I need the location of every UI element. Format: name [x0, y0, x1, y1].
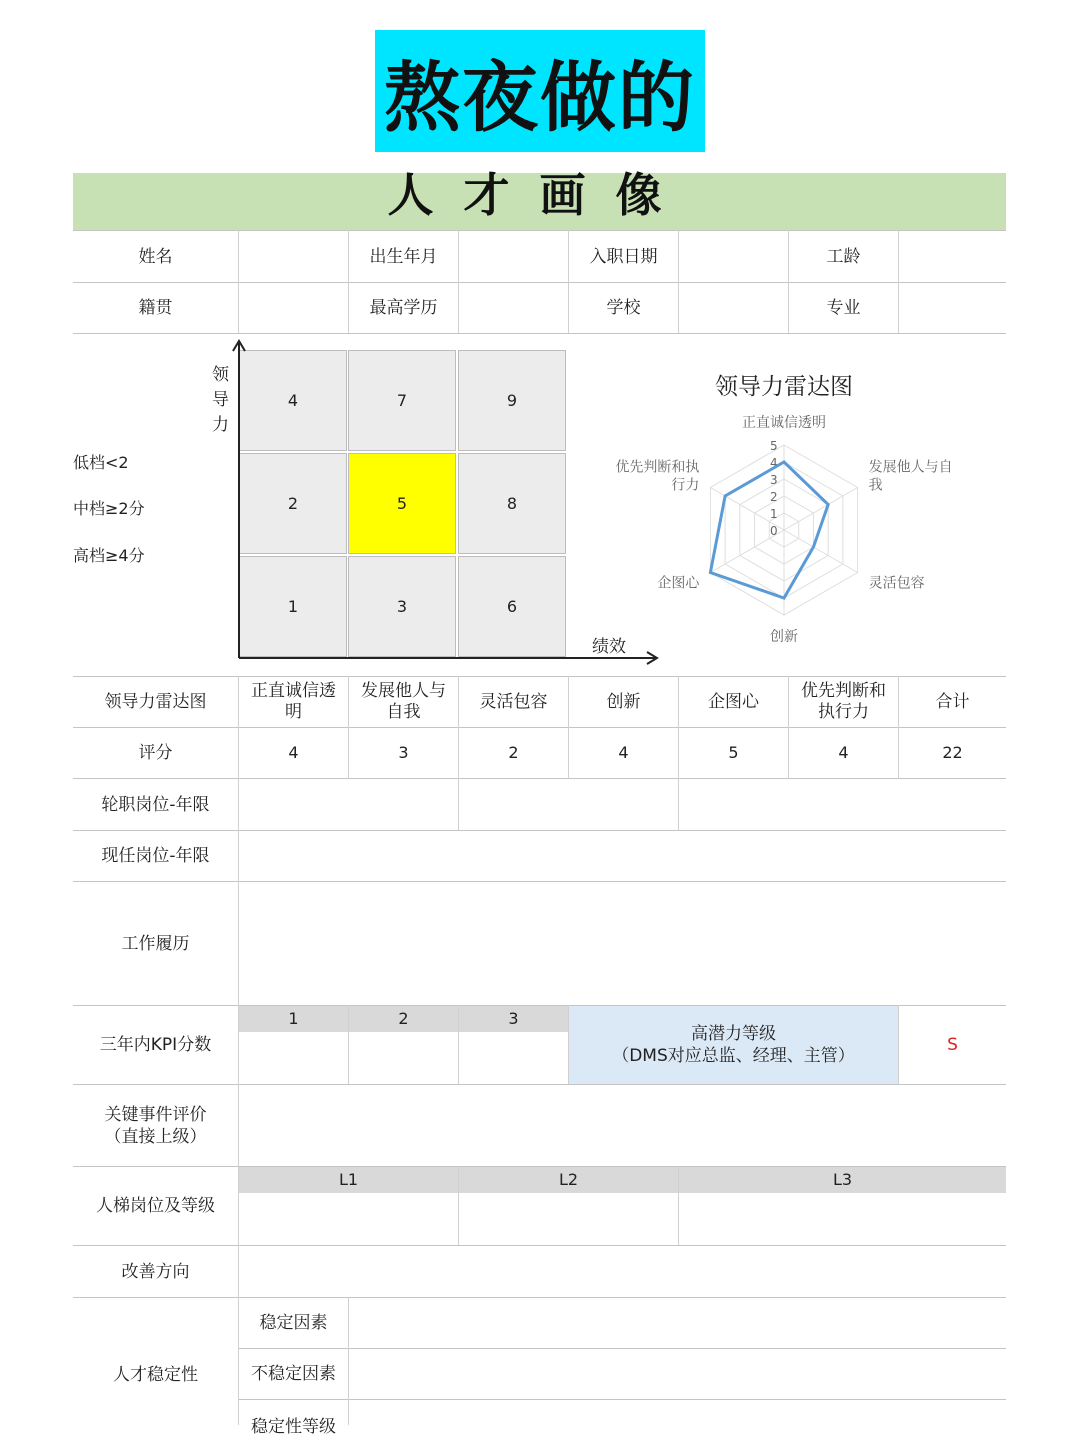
kpi-value-1[interactable] — [239, 1033, 348, 1084]
score-header-line: 自我 — [386, 702, 421, 722]
unstable-factor-label: 不稳定因素 — [251, 1364, 336, 1384]
grid-cell: 9 — [458, 350, 566, 451]
work-history-value[interactable] — [239, 882, 1006, 1005]
stability-label: 人才稳定性 — [113, 1365, 198, 1385]
radar-axis-label: 正直诚信透明 — [742, 415, 826, 431]
radar-tick-label: 2 — [770, 490, 778, 504]
rotation-label: 轮职岗位-年限 — [101, 794, 210, 815]
birth-label: 出生年月 — [369, 246, 438, 267]
radar-axis-label: 优先判断和执行力 — [615, 459, 700, 494]
education-label: 最高学历 — [369, 298, 438, 318]
radar-tick-label: 0 — [770, 524, 778, 538]
kpi-year-1: 1 — [239, 1006, 348, 1032]
score-header — [569, 677, 678, 727]
work-years-value[interactable] — [899, 231, 1006, 282]
radar-tick-label: 4 — [770, 456, 778, 470]
name-label: 姓名 — [138, 246, 173, 267]
current-position-label: 现任岗位-年限 — [101, 846, 210, 866]
potential-title: 高潜力等级 — [691, 1024, 776, 1044]
join-date-label: 入职日期 — [589, 246, 658, 267]
potential-grade-value: S — [947, 1035, 958, 1055]
improvement-label: 改善方向 — [121, 1261, 190, 1282]
score-header-line: 创新 — [606, 691, 641, 712]
radar-tick-label: 3 — [770, 473, 778, 487]
score-value: 4 — [838, 743, 849, 762]
education-value[interactable] — [459, 283, 568, 333]
grid-cell-highlighted: 5 — [348, 453, 456, 554]
legend-mid: 中档≥2分 — [73, 499, 145, 518]
radar-axis-label: 发展他人与自我 — [868, 459, 953, 494]
key-event-title: 关键事件评价 — [104, 1104, 207, 1125]
radar-title: 领导力雷达图 — [715, 374, 853, 400]
join-date-value[interactable] — [679, 231, 788, 282]
grid-cell: 4 — [239, 350, 347, 451]
score-header — [349, 677, 458, 727]
legend-high: 高档≥4分 — [73, 546, 145, 565]
radar-axis-label: 创新 — [770, 629, 798, 645]
grid-axes — [225, 335, 665, 670]
stability-level-clip — [239, 1400, 348, 1437]
kpi-year-2: 2 — [349, 1006, 458, 1032]
grid-cell: 6 — [458, 556, 566, 657]
ladder-level-3: L3 — [679, 1167, 1006, 1193]
rotation-value-1[interactable] — [239, 779, 458, 830]
score-header — [459, 677, 568, 727]
x-axis-label: 绩效 — [592, 637, 626, 657]
page-title: 人才画像 — [387, 168, 692, 222]
title-bar — [73, 168, 1006, 230]
score-label: 评分 — [138, 743, 173, 763]
work-years-label: 工龄 — [826, 246, 861, 267]
stability-level-label: 稳定性等级 — [251, 1417, 336, 1437]
score-value: 5 — [728, 743, 739, 762]
grid-cell: 2 — [239, 453, 347, 554]
school-value[interactable] — [679, 283, 788, 333]
score-value: 4 — [618, 743, 629, 762]
major-value[interactable] — [899, 283, 1006, 333]
improvement-value[interactable] — [239, 1246, 1006, 1297]
score-header-line: 发展他人与 — [361, 681, 446, 701]
ladder-label: 人梯岗位及等级 — [96, 1196, 215, 1216]
radar-axis-label: 灵活包容 — [868, 575, 925, 592]
ladder-value-1[interactable] — [239, 1194, 458, 1245]
score-header-line: 合计 — [935, 691, 970, 712]
grid-cell: 7 — [348, 350, 456, 451]
radar-tick-label: 5 — [770, 439, 778, 453]
score-header — [789, 677, 898, 727]
score-header — [899, 677, 1006, 727]
grid-cell: 8 — [458, 453, 566, 554]
score-header-line: 企图心 — [708, 691, 759, 712]
unstable-factor-value[interactable] — [349, 1349, 1006, 1399]
score-header-line: 正直诚信透 — [251, 681, 336, 701]
score-value: 3 — [398, 743, 409, 762]
key-event-value[interactable] — [239, 1085, 1006, 1166]
key-event-label — [73, 1085, 238, 1166]
y-axis-char-1: 领 — [212, 365, 229, 385]
kpi-value-3[interactable] — [459, 1033, 568, 1084]
radar-axis-label: 企图心 — [657, 575, 700, 592]
score-header-line: 明 — [285, 702, 302, 722]
kpi-year-3: 3 — [459, 1006, 568, 1032]
score-header — [679, 677, 788, 727]
stable-factor-value[interactable] — [349, 1298, 1006, 1348]
score-header-line: 灵活包容 — [479, 691, 548, 712]
y-axis-char-3: 力 — [212, 415, 229, 435]
potential-subtitle: （DMS对应总监、经理、主管） — [612, 1046, 855, 1066]
origin-value[interactable] — [239, 283, 348, 333]
ladder-value-3[interactable] — [679, 1194, 1006, 1245]
ladder-level-1: L1 — [239, 1167, 458, 1193]
score-header-line: 执行力 — [818, 702, 869, 722]
birth-value[interactable] — [459, 231, 568, 282]
ladder-level-2: L2 — [459, 1167, 678, 1193]
score-total: 22 — [942, 743, 963, 762]
rotation-value-3[interactable] — [679, 779, 1006, 830]
stable-factor-label: 稳定因素 — [259, 1313, 328, 1333]
ladder-value-2[interactable] — [459, 1194, 678, 1245]
score-value: 2 — [508, 743, 519, 762]
name-value[interactable] — [239, 231, 348, 282]
radar-row-label: 领导力雷达图 — [104, 692, 207, 712]
grid-cell: 3 — [348, 556, 456, 657]
key-event-subtitle: （直接上级） — [104, 1126, 207, 1147]
score-header-line: 优先判断和 — [801, 681, 886, 701]
major-label: 专业 — [826, 298, 861, 318]
kpi-value-2[interactable] — [349, 1033, 458, 1084]
work-history-label: 工作履历 — [121, 933, 190, 954]
legend-low: 低档<2 — [73, 453, 129, 472]
stability-level-value[interactable] — [349, 1400, 1006, 1425]
school-label: 学校 — [606, 298, 641, 318]
kpi-label: 三年内KPI分数 — [99, 1035, 212, 1055]
origin-label: 籍贯 — [138, 298, 173, 318]
score-header — [239, 677, 348, 727]
potential-grade-label — [569, 1006, 898, 1084]
current-position-value[interactable] — [239, 831, 1006, 881]
rotation-value-2[interactable] — [459, 779, 678, 830]
score-value: 4 — [288, 743, 299, 762]
radar-tick-label: 1 — [770, 507, 778, 521]
grid-cell: 1 — [239, 556, 347, 657]
radar-chart — [600, 360, 1000, 660]
banner-title: 熬夜做的 — [375, 30, 705, 152]
y-axis-char-2: 导 — [212, 390, 229, 410]
radar-spoke — [784, 530, 858, 573]
